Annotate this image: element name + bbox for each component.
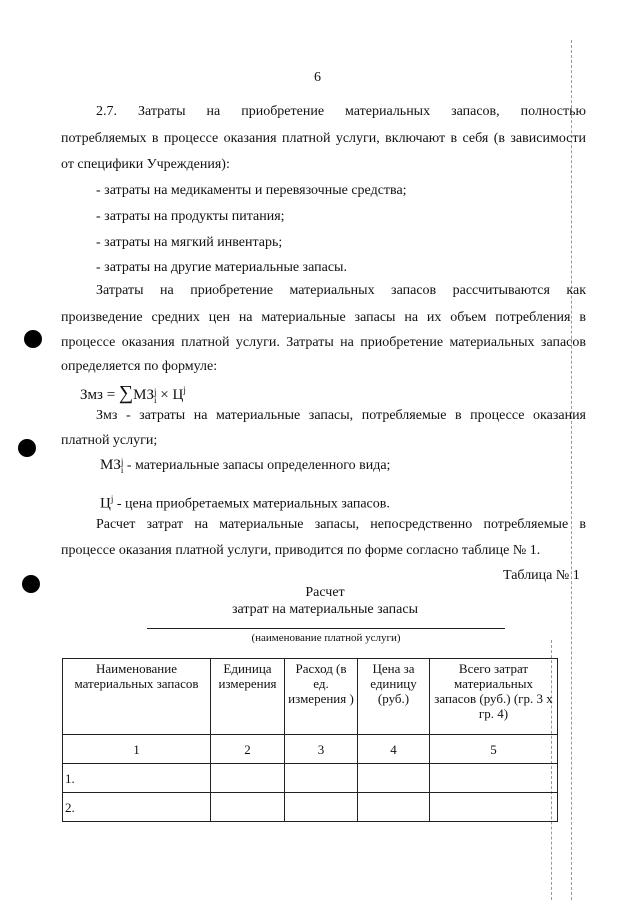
def-mz-sup: j xyxy=(120,456,124,467)
list-item: - затраты на мягкий инвентарь; xyxy=(96,235,283,250)
table-cell xyxy=(358,764,430,793)
service-name-line xyxy=(147,628,505,629)
formula-price-sup: j xyxy=(183,385,186,395)
table-cell xyxy=(285,764,358,793)
paragraph-2-7-line-1 xyxy=(96,104,586,120)
def-zmz-line-2: платной услуги; xyxy=(61,433,158,448)
table-number-row xyxy=(63,735,558,764)
table-cell xyxy=(358,793,430,822)
punch-hole xyxy=(22,575,40,593)
formula-mz: МЗ xyxy=(133,387,155,403)
table-header-cell: Единица измерения xyxy=(211,659,285,735)
word: полностью xyxy=(520,104,586,119)
list-item: - затраты на продукты питания; xyxy=(96,209,285,224)
punch-hole xyxy=(24,330,42,348)
table-cell xyxy=(430,793,558,822)
paragraph-2-7-line-3: от специфики Учреждения): xyxy=(61,157,230,172)
list-item: - затраты на медикаменты и перевязочные средства; xyxy=(96,183,407,198)
table-cell: 2. xyxy=(63,793,211,822)
word: 2.7. xyxy=(96,104,117,119)
sum-icon: ∑ xyxy=(118,382,134,404)
calc-paragraph-line-4: определяется по формуле: xyxy=(61,359,218,374)
formula-lhs: Змз xyxy=(80,387,103,403)
table-cell: 1. xyxy=(63,764,211,793)
word: материальных xyxy=(345,104,431,119)
formula-times: × xyxy=(160,387,169,403)
word: Затраты xyxy=(137,104,186,119)
table-title-line-2: затрат на материальные запасы xyxy=(232,602,418,617)
calc-paragraph-line-2: произведение средних цен на материальные запасы на их объем потребления в xyxy=(61,310,586,325)
page-number: 6 xyxy=(314,70,321,85)
list-item: - затраты на другие материальные запасы. xyxy=(96,260,347,275)
calc-paragraph-line-3: процессе оказания платной услуги. Затраты на приобретение материальных запасов xyxy=(61,335,586,350)
service-name-caption: (наименование платной услуги) xyxy=(251,632,401,644)
def-price-symbol: Ц xyxy=(100,495,111,512)
table-paragraph-line-1: Расчет затрат на материальные запасы, непосредственно потребляемые в xyxy=(96,517,586,532)
word: запасов, xyxy=(451,104,500,119)
table-paragraph-line-2: процессе оказания платной услуги, приводится по форме согласно таблице № 1. xyxy=(61,543,541,558)
scan-edge-line xyxy=(571,40,572,900)
word: на xyxy=(206,104,221,119)
def-mz-symbol: МЗ xyxy=(100,457,121,473)
def-mz-text: - материальные запасы определенного вида; xyxy=(126,458,391,473)
def-price xyxy=(100,491,390,513)
table-cell xyxy=(430,764,558,793)
table-header-cell: Расход (в ед. измерения ) xyxy=(285,659,358,735)
table-header-cell: Всего затрат материальных запасов (руб.) (гр. 3 х гр. 4) xyxy=(430,659,558,735)
formula xyxy=(80,382,186,405)
paragraph-2-7-line-2: потребляемых в процессе оказания платной услуги, включают в себя (в зависимости xyxy=(61,131,586,146)
def-mz xyxy=(100,457,390,474)
punch-hole xyxy=(18,439,36,457)
table-cell xyxy=(211,793,285,822)
table-title-line-1: Расчет xyxy=(305,585,345,600)
table-cell: 5 xyxy=(430,735,558,764)
formula-equals: = xyxy=(106,387,116,403)
table-cell xyxy=(285,793,358,822)
formula-mz-sup: j xyxy=(154,386,157,397)
table-cell xyxy=(211,764,285,793)
table-row xyxy=(63,764,558,793)
formula-mz-sub: i xyxy=(154,394,157,405)
table-cell: 3 xyxy=(285,735,358,764)
table-cell: 1 xyxy=(63,735,211,764)
word: приобретение xyxy=(241,104,325,119)
table-header-cell: Наименование материальных запасов xyxy=(63,659,211,735)
table-header-cell: Цена за единицу (руб.) xyxy=(358,659,430,735)
table-row xyxy=(63,793,558,822)
table-cell: 2 xyxy=(211,735,285,764)
def-zmz-line-1: Змз - затраты на материальные запасы, потребляемые в процессе оказания xyxy=(96,408,586,423)
table-cell: 4 xyxy=(358,735,430,764)
table-label: Таблица № 1 xyxy=(503,568,580,583)
def-price-text: - цена приобретаемых материальных запасов. xyxy=(116,496,390,512)
materials-table xyxy=(62,658,558,822)
calc-paragraph-line-1: Затраты на приобретение материальных запасов рассчитываются как xyxy=(96,283,586,298)
table-header-row xyxy=(63,659,558,735)
def-mz-sub: i xyxy=(120,464,124,475)
formula-price: Ц xyxy=(172,387,184,403)
def-price-sup: j xyxy=(110,494,114,504)
